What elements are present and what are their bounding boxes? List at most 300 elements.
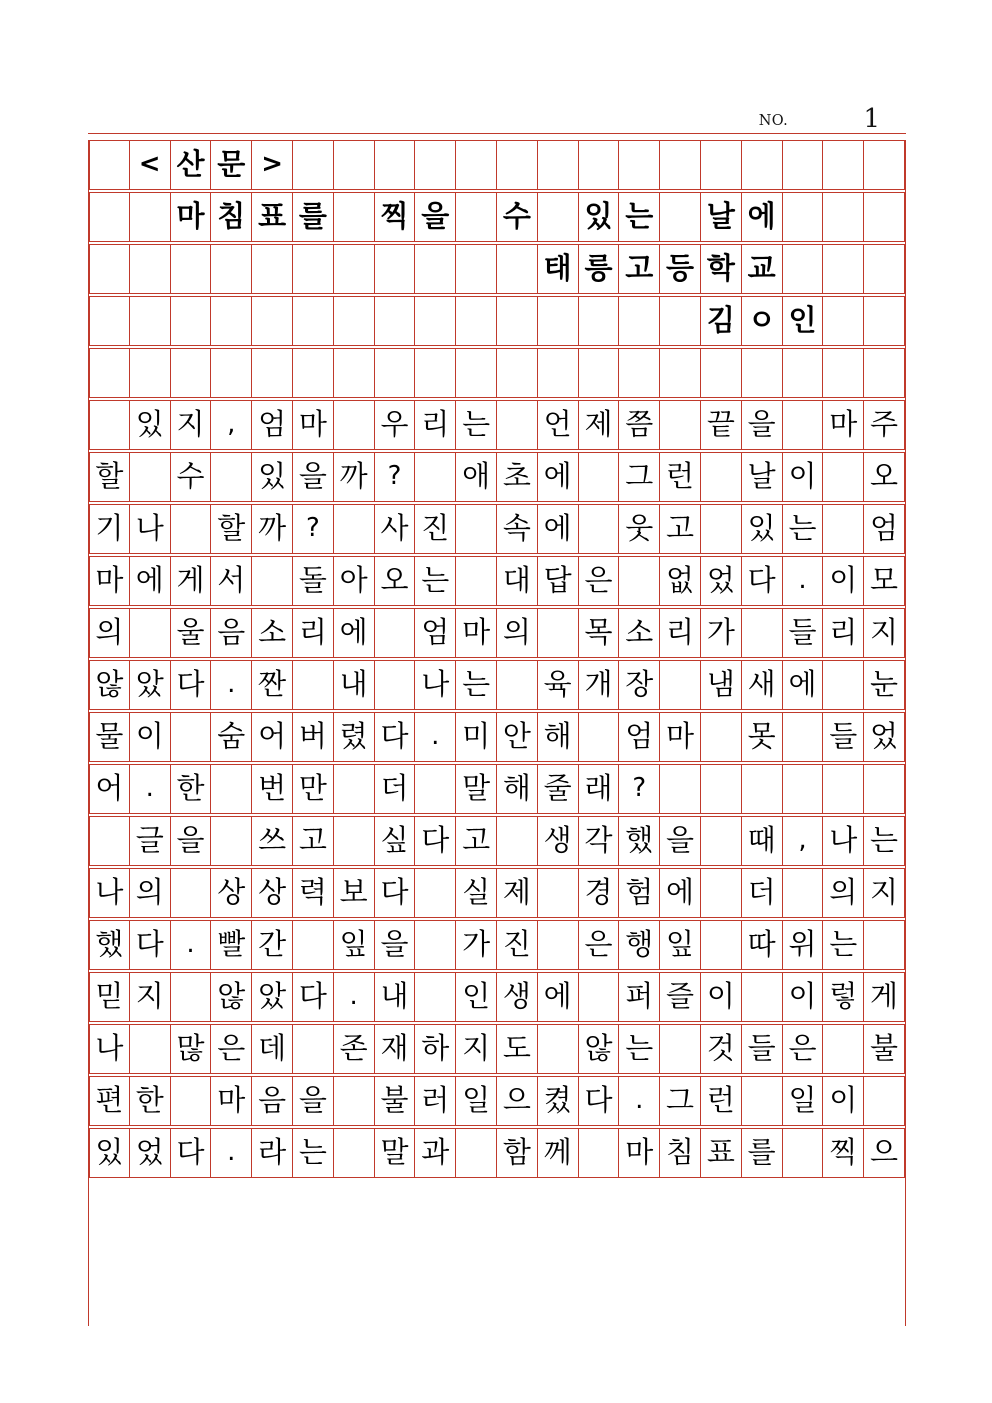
manuscript-cell: 들 <box>783 609 824 657</box>
manuscript-cell: 속 <box>497 505 538 553</box>
manuscript-cell <box>252 557 293 605</box>
manuscript-cell: 글 <box>130 817 171 865</box>
manuscript-cell <box>497 817 538 865</box>
manuscript-cell: 들 <box>823 713 864 761</box>
manuscript-cell <box>456 557 497 605</box>
manuscript-cell: 물 <box>89 713 130 761</box>
manuscript-cell <box>538 193 579 241</box>
manuscript-cell <box>579 297 620 345</box>
manuscript-line <box>89 192 905 242</box>
manuscript-cell: 있 <box>89 1129 130 1177</box>
manuscript-cell <box>375 661 416 709</box>
manuscript-cell: 이 <box>823 1077 864 1125</box>
manuscript-cell <box>579 1129 620 1177</box>
manuscript-line <box>89 972 905 1022</box>
manuscript-cell: 날 <box>701 193 742 241</box>
manuscript-cell <box>293 297 334 345</box>
manuscript-cell: 해 <box>497 765 538 813</box>
manuscript-cell: 등 <box>660 245 701 293</box>
manuscript-cell: 교 <box>742 245 783 293</box>
page-number-value: 1 <box>863 104 880 134</box>
manuscript-cell: 라 <box>252 1129 293 1177</box>
manuscript-cell <box>334 765 375 813</box>
manuscript-cell: 초 <box>497 453 538 501</box>
manuscript-cell: 할 <box>89 453 130 501</box>
manuscript-cell: 날 <box>742 453 783 501</box>
manuscript-cell: 내 <box>375 973 416 1021</box>
manuscript-cell: 는 <box>619 1025 660 1073</box>
manuscript-cell: 는 <box>783 505 824 553</box>
manuscript-cell: 답 <box>538 557 579 605</box>
manuscript-cell: 으 <box>497 1077 538 1125</box>
manuscript-cell <box>660 193 701 241</box>
manuscript-cell: 언 <box>538 401 579 449</box>
manuscript-cell <box>415 349 456 397</box>
manuscript-cell <box>211 349 252 397</box>
manuscript-cell: 엄 <box>619 713 660 761</box>
manuscript-cell: 에 <box>334 609 375 657</box>
manuscript-cell <box>579 349 620 397</box>
manuscript-cell <box>701 817 742 865</box>
manuscript-cell: 마 <box>619 1129 660 1177</box>
manuscript-cell: 함 <box>497 1129 538 1177</box>
manuscript-cell <box>701 141 742 189</box>
manuscript-cell: 제 <box>497 869 538 917</box>
manuscript-cell <box>211 453 252 501</box>
manuscript-cell: 을 <box>293 1077 334 1125</box>
manuscript-cell: 잎 <box>334 921 375 969</box>
manuscript-cell: 재 <box>375 1025 416 1073</box>
manuscript-cell: . <box>619 1077 660 1125</box>
manuscript-cell <box>579 141 620 189</box>
manuscript-cell <box>823 765 864 813</box>
manuscript-cell: 고 <box>456 817 497 865</box>
manuscript-cell: 리 <box>823 609 864 657</box>
manuscript-cell: 를 <box>742 1129 783 1177</box>
manuscript-cell: 었 <box>864 713 905 761</box>
manuscript-cell: 마 <box>823 401 864 449</box>
manuscript-cell <box>660 297 701 345</box>
manuscript-cell <box>211 297 252 345</box>
manuscript-cell <box>171 1077 212 1125</box>
manuscript-cell: 은 <box>211 1025 252 1073</box>
manuscript-cell <box>375 349 416 397</box>
manuscript-cell: 하 <box>415 1025 456 1073</box>
manuscript-cell: 았 <box>252 973 293 1021</box>
manuscript-cell <box>619 141 660 189</box>
manuscript-cell: 으 <box>864 1129 905 1177</box>
manuscript-cell: 고 <box>619 245 660 293</box>
manuscript-cell <box>130 609 171 657</box>
manuscript-cell: 번 <box>252 765 293 813</box>
manuscript-cell: 도 <box>497 1025 538 1073</box>
manuscript-cell <box>415 453 456 501</box>
manuscript-line <box>89 816 905 866</box>
manuscript-cell: 마 <box>211 1077 252 1125</box>
manuscript-cell: 문 <box>211 141 252 189</box>
manuscript-cell: 진 <box>497 921 538 969</box>
manuscript-cell <box>334 401 375 449</box>
manuscript-cell: 에 <box>660 869 701 917</box>
manuscript-cell: 학 <box>701 245 742 293</box>
manuscript-cell: 오 <box>375 557 416 605</box>
manuscript-cell <box>89 193 130 241</box>
manuscript-cell: 고 <box>660 505 701 553</box>
manuscript-cell <box>864 297 905 345</box>
manuscript-cell <box>783 349 824 397</box>
manuscript-cell: 에 <box>538 505 579 553</box>
manuscript-cell <box>211 765 252 813</box>
manuscript-cell <box>823 661 864 709</box>
manuscript-cell: 새 <box>742 661 783 709</box>
manuscript-cell: 따 <box>742 921 783 969</box>
manuscript-cell <box>701 349 742 397</box>
manuscript-cell: 인 <box>456 973 497 1021</box>
manuscript-cell <box>456 349 497 397</box>
manuscript-cell <box>864 921 905 969</box>
manuscript-cell <box>334 505 375 553</box>
manuscript-cell: 믿 <box>89 973 130 1021</box>
manuscript-cell: 가 <box>456 921 497 969</box>
manuscript-cell: 마 <box>660 713 701 761</box>
manuscript-line <box>89 712 905 762</box>
manuscript-cell: 그 <box>660 1077 701 1125</box>
manuscript-cell <box>619 297 660 345</box>
manuscript-cell <box>130 453 171 501</box>
manuscript-cell: 대 <box>497 557 538 605</box>
manuscript-cell: 어 <box>252 713 293 761</box>
manuscript-cell: 는 <box>456 401 497 449</box>
manuscript-cell: 있 <box>130 401 171 449</box>
manuscript-cell: 을 <box>742 401 783 449</box>
manuscript-cell: 다 <box>375 869 416 917</box>
manuscript-cell <box>89 245 130 293</box>
manuscript-cell: < <box>130 141 171 189</box>
manuscript-cell: 안 <box>497 713 538 761</box>
manuscript-cell <box>375 609 416 657</box>
manuscript-cell <box>864 141 905 189</box>
manuscript-cell <box>660 1025 701 1073</box>
manuscript-cell: 을 <box>415 193 456 241</box>
manuscript-cell <box>89 401 130 449</box>
manuscript-cell: 는 <box>415 557 456 605</box>
manuscript-cell <box>823 505 864 553</box>
manuscript-cell: 일 <box>783 1077 824 1125</box>
manuscript-cell: 행 <box>619 921 660 969</box>
manuscript-cell: 않 <box>579 1025 620 1073</box>
manuscript-cell: 못 <box>742 713 783 761</box>
manuscript-cell: 은 <box>579 921 620 969</box>
manuscript-cell: 간 <box>252 921 293 969</box>
manuscript-cell <box>701 869 742 917</box>
manuscript-cell: 주 <box>864 401 905 449</box>
manuscript-cell <box>701 713 742 761</box>
manuscript-cell <box>783 713 824 761</box>
manuscript-cell <box>538 609 579 657</box>
manuscript-cell <box>415 765 456 813</box>
manuscript-cell <box>783 765 824 813</box>
manuscript-cell: 불 <box>864 1025 905 1073</box>
manuscript-cell <box>252 297 293 345</box>
manuscript-cell: 그 <box>619 453 660 501</box>
manuscript-cell <box>130 297 171 345</box>
manuscript-cell <box>579 973 620 1021</box>
manuscript-cell: 리 <box>293 609 334 657</box>
manuscript-cell: 다 <box>130 921 171 969</box>
manuscript-cell <box>171 869 212 917</box>
manuscript-cell: 했 <box>619 817 660 865</box>
manuscript-cell: 가 <box>701 609 742 657</box>
manuscript-cell: 러 <box>415 1077 456 1125</box>
manuscript-cell <box>864 765 905 813</box>
manuscript-cell <box>375 141 416 189</box>
manuscript-cell <box>252 349 293 397</box>
manuscript-cell: 의 <box>89 609 130 657</box>
manuscript-cell <box>783 401 824 449</box>
manuscript-cell: 게 <box>171 557 212 605</box>
manuscript-cell: 한 <box>171 765 212 813</box>
manuscript-cell <box>783 141 824 189</box>
manuscript-cell: . <box>783 557 824 605</box>
manuscript-cell <box>538 921 579 969</box>
manuscript-blank-area <box>89 1180 905 1327</box>
manuscript-cell: 개 <box>579 661 620 709</box>
manuscript-cell <box>334 349 375 397</box>
manuscript-cell <box>783 1129 824 1177</box>
manuscript-cell: 만 <box>293 765 334 813</box>
manuscript-cell <box>660 141 701 189</box>
manuscript-cell: 지 <box>130 973 171 1021</box>
manuscript-cell <box>497 297 538 345</box>
manuscript-cell <box>538 869 579 917</box>
manuscript-cell: 모 <box>864 557 905 605</box>
manuscript-cell <box>89 349 130 397</box>
manuscript-cell <box>783 193 824 241</box>
manuscript-cell: 다 <box>579 1077 620 1125</box>
manuscript-cell <box>456 245 497 293</box>
manuscript-cell <box>783 245 824 293</box>
manuscript-cell: 짠 <box>252 661 293 709</box>
manuscript-cell <box>334 193 375 241</box>
manuscript-cell <box>130 193 171 241</box>
manuscript-cell: , <box>783 817 824 865</box>
manuscript-cell: 리 <box>415 401 456 449</box>
page-number-label: NO. <box>758 113 788 129</box>
manuscript-cell <box>293 661 334 709</box>
manuscript-cell: 런 <box>660 453 701 501</box>
manuscript-cell: 한 <box>130 1077 171 1125</box>
manuscript-cell <box>171 349 212 397</box>
manuscript-cell <box>864 349 905 397</box>
manuscript-cell: 태 <box>538 245 579 293</box>
manuscript-cell <box>538 349 579 397</box>
manuscript-cell: . <box>211 1129 252 1177</box>
manuscript-cell: 다 <box>171 661 212 709</box>
manuscript-cell <box>293 245 334 293</box>
manuscript-cell: 리 <box>660 609 701 657</box>
manuscript-cell: 있 <box>742 505 783 553</box>
manuscript-cell <box>497 349 538 397</box>
manuscript-line <box>89 244 905 294</box>
manuscript-cell: 데 <box>252 1025 293 1073</box>
manuscript-cell <box>864 1077 905 1125</box>
manuscript-cell <box>130 245 171 293</box>
manuscript-cell: 렇 <box>823 973 864 1021</box>
manuscript-cell: 육 <box>538 661 579 709</box>
manuscript-cell: 더 <box>742 869 783 917</box>
manuscript-cell: 침 <box>211 193 252 241</box>
manuscript-cell <box>701 921 742 969</box>
manuscript-cell: 소 <box>252 609 293 657</box>
manuscript-cell: 않 <box>211 973 252 1021</box>
manuscript-cell: 고 <box>293 817 334 865</box>
manuscript-cell: . <box>171 921 212 969</box>
manuscript-cell: 나 <box>415 661 456 709</box>
manuscript-cell <box>293 141 334 189</box>
manuscript-cell <box>538 297 579 345</box>
manuscript-cell: 서 <box>211 557 252 605</box>
manuscript-cell: . <box>130 765 171 813</box>
manuscript-cell: 끝 <box>701 401 742 449</box>
manuscript-cell <box>823 453 864 501</box>
manuscript-line <box>89 1076 905 1126</box>
manuscript-cell: 진 <box>415 505 456 553</box>
manuscript-cell: 잎 <box>660 921 701 969</box>
manuscript-cell: 편 <box>89 1077 130 1125</box>
manuscript-cell: 내 <box>334 661 375 709</box>
manuscript-cell: 상 <box>252 869 293 917</box>
manuscript-cell <box>660 349 701 397</box>
manuscript-cell: 다 <box>375 713 416 761</box>
manuscript-cell <box>579 453 620 501</box>
manuscript-cell <box>375 245 416 293</box>
manuscript-cell <box>171 297 212 345</box>
manuscript-cell: 게 <box>864 973 905 1021</box>
manuscript-cell: 에 <box>783 661 824 709</box>
manuscript-cell: 에 <box>538 973 579 1021</box>
manuscript-cell: 위 <box>783 921 824 969</box>
manuscript-cell: 을 <box>171 817 212 865</box>
manuscript-cell: 찍 <box>375 193 416 241</box>
manuscript-cell <box>538 1025 579 1073</box>
manuscript-cell <box>742 765 783 813</box>
manuscript-cell: 장 <box>619 661 660 709</box>
manuscript-cell <box>293 1025 334 1073</box>
manuscript-cell: ? <box>619 765 660 813</box>
manuscript-cell: 일 <box>456 1077 497 1125</box>
manuscript-cell: 냄 <box>701 661 742 709</box>
manuscript-cell: 있 <box>579 193 620 241</box>
manuscript-cell: 다 <box>293 973 334 1021</box>
manuscript-cell <box>701 453 742 501</box>
manuscript-cell: 상 <box>211 869 252 917</box>
manuscript-line <box>89 556 905 606</box>
manuscript-grid <box>88 140 906 1326</box>
manuscript-cell: 까 <box>252 505 293 553</box>
manuscript-cell: 마 <box>171 193 212 241</box>
manuscript-cell: 즐 <box>660 973 701 1021</box>
manuscript-cell <box>497 401 538 449</box>
manuscript-cell: 을 <box>375 921 416 969</box>
manuscript-cell: 산 <box>171 141 212 189</box>
manuscript-cell: 눈 <box>864 661 905 709</box>
manuscript-cell: 에 <box>130 557 171 605</box>
manuscript-cell: 실 <box>456 869 497 917</box>
manuscript-cell <box>89 297 130 345</box>
manuscript-cell: 래 <box>579 765 620 813</box>
manuscript-cell: 다 <box>171 1129 212 1177</box>
manuscript-cell: 는 <box>293 1129 334 1177</box>
manuscript-cell <box>334 1129 375 1177</box>
manuscript-cell: 에 <box>538 453 579 501</box>
manuscript-cell <box>660 661 701 709</box>
manuscript-cell <box>497 141 538 189</box>
manuscript-line <box>89 608 905 658</box>
manuscript-cell <box>579 713 620 761</box>
manuscript-cell: 런 <box>701 1077 742 1125</box>
manuscript-line <box>89 660 905 710</box>
manuscript-cell: 각 <box>579 817 620 865</box>
manuscript-cell <box>171 245 212 293</box>
manuscript-cell <box>415 869 456 917</box>
manuscript-cell: 께 <box>538 1129 579 1177</box>
manuscript-cell: 아 <box>334 557 375 605</box>
manuscript-cell <box>497 245 538 293</box>
manuscript-cell: 의 <box>823 869 864 917</box>
manuscript-cell <box>823 245 864 293</box>
manuscript-cell <box>375 297 416 345</box>
manuscript-cell: 마 <box>456 609 497 657</box>
manuscript-cell: 이 <box>783 453 824 501</box>
manuscript-cell <box>334 141 375 189</box>
manuscript-cell: 어 <box>89 765 130 813</box>
manuscript-cell: 오 <box>864 453 905 501</box>
manuscript-cell: 을 <box>660 817 701 865</box>
manuscript-cell: 나 <box>89 869 130 917</box>
manuscript-cell: 표 <box>252 193 293 241</box>
manuscript-cell <box>701 765 742 813</box>
manuscript-cell <box>456 505 497 553</box>
manuscript-cell <box>823 141 864 189</box>
manuscript-cell: . <box>211 661 252 709</box>
manuscript-cell: 는 <box>456 661 497 709</box>
manuscript-line <box>89 868 905 918</box>
manuscript-cell <box>783 869 824 917</box>
manuscript-cell: 생 <box>497 973 538 1021</box>
manuscript-cell: 많 <box>171 1025 212 1073</box>
manuscript-cell: ㅇ <box>742 297 783 345</box>
manuscript-cell: 사 <box>375 505 416 553</box>
manuscript-cell: 렸 <box>334 713 375 761</box>
manuscript-cell: 음 <box>252 1077 293 1125</box>
manuscript-cell: 었 <box>701 557 742 605</box>
manuscript-cell: 말 <box>456 765 497 813</box>
manuscript-line <box>89 400 905 450</box>
manuscript-cell: 이 <box>783 973 824 1021</box>
manuscript-cell: 돌 <box>293 557 334 605</box>
manuscript-line <box>89 140 905 190</box>
manuscript-cell <box>334 1077 375 1125</box>
manuscript-cell: 엄 <box>252 401 293 449</box>
manuscript-cell <box>334 817 375 865</box>
manuscript-cell <box>823 297 864 345</box>
manuscript-line <box>89 1024 905 1074</box>
manuscript-cell: 할 <box>211 505 252 553</box>
manuscript-cell: 해 <box>538 713 579 761</box>
manuscript-cell <box>619 557 660 605</box>
manuscript-cell <box>211 245 252 293</box>
manuscript-cell <box>171 505 212 553</box>
